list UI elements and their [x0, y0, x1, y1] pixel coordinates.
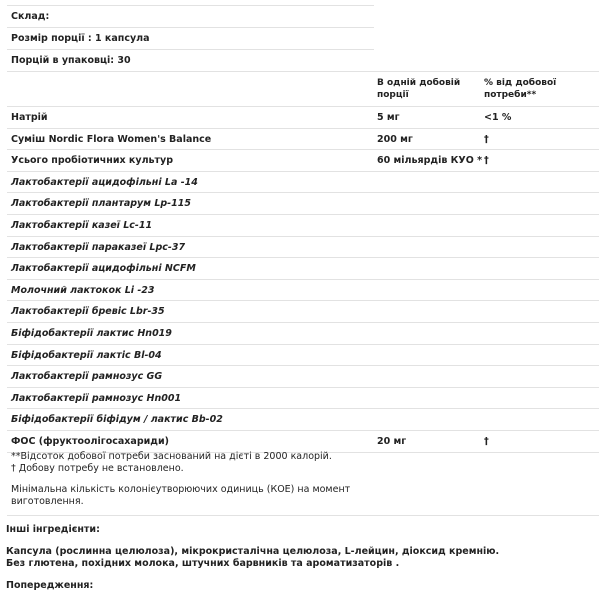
other-ingredients-line-2: Без глютена, похідних молока, штучних барвників та ароматизаторів .: [6, 558, 400, 569]
table-row: [7, 237, 599, 259]
table-row: [7, 193, 599, 215]
ingredient-daily-value: †: [484, 155, 489, 167]
ingredient-name: Лактобактерії параказеї Lpc-37: [11, 241, 186, 253]
servings-per-container-row: [7, 50, 599, 72]
column-header-row: [7, 72, 599, 107]
other-ingredients-title: Інші інгредієнти:: [6, 524, 100, 535]
ingredient-name: Лактобактерії рамнозус GG: [11, 371, 163, 383]
ingredient-amount: 60 мільярдів КУО *: [377, 155, 483, 167]
ingredient-daily-value: <1 %: [484, 112, 512, 123]
ingredient-daily-value: †: [484, 133, 489, 145]
serving-size-label: Розмір порції : 1 капсула: [11, 33, 150, 44]
table-row: [7, 323, 599, 345]
cfu-footnote-line-1: Мінімальна кількість колонієутворюючих одиниць (КОЕ) на момент: [11, 484, 351, 495]
ingredient-name: Лактобактерії плантарум Lp-115: [11, 198, 191, 210]
other-ingredients-line-1: Капсула (рослинна целюлоза), мікрокристалічна целюлоза, L-лейцин, діоксид кремнію.: [6, 546, 500, 557]
ingredient-name: Лактобактерії рамнозус Hn001: [11, 392, 182, 404]
servings-per-container-label: Порцій в упаковці: 30: [11, 55, 131, 66]
table-row: [7, 107, 599, 129]
daily-value-header: % від добової потреби**: [484, 78, 557, 100]
footnotes: [11, 451, 350, 508]
table-row: [7, 366, 599, 388]
table-row: [7, 280, 599, 302]
table-row: [7, 388, 599, 410]
daily-value-footnote: **Відсоток добової потреби заснований на дієті в 2000 калорій.: [11, 451, 332, 462]
table-row: [7, 431, 599, 453]
ingredient-name: Натрій: [11, 112, 48, 123]
ingredient-name: ФОС (фруктоолігосахариди): [11, 436, 169, 447]
table-row: [7, 150, 599, 172]
ingredient-name: Лактобактерії казеї Lc-11: [11, 220, 153, 231]
table-row: [7, 301, 599, 323]
table-row: [7, 215, 599, 237]
ingredient-name: Біфідобактерії лактіс Bl-04: [11, 349, 162, 361]
table-row: [7, 345, 599, 367]
ingredient-amount: 200 мг: [377, 133, 413, 145]
ingredient-name: Біфідобактерії лактис Hn019: [11, 328, 172, 339]
ingredient-amount: 20 мг: [377, 436, 407, 447]
table-row: [7, 172, 599, 194]
ingredient-name: Лактобактерії ацидофільні La -14: [11, 176, 198, 188]
ingredient-name: Лактобактерії бревіс Lbr-35: [11, 306, 165, 318]
footnotes-divider: [7, 515, 599, 516]
ingredient-amount: 5 мг: [377, 112, 400, 123]
composition-label: Склад:: [11, 11, 50, 22]
ingredient-name: Біфідобактерії біфідум / лактис Bb-02: [11, 414, 223, 426]
dagger-footnote: † Добову потребу не встановлено.: [11, 463, 184, 474]
table-row: [7, 258, 599, 280]
table-row: [7, 409, 599, 431]
ingredient-name: Суміш Nordic Flora Women's Balance: [11, 133, 212, 145]
table-row: [7, 129, 599, 151]
warning-title: Попередження:: [6, 580, 94, 591]
ingredient-daily-value: †: [484, 436, 489, 447]
ingredient-name: Молочний лактокок Li -23: [11, 284, 155, 296]
amount-per-serving-header: В одній добовій порції: [377, 78, 461, 100]
ingredient-name: Лактобактерії ацидофільні NCFM: [11, 263, 196, 275]
serving-size-row: [7, 28, 374, 50]
cfu-footnote-line-2: виготовлення.: [11, 496, 84, 507]
ingredient-name: Усього пробіотичних культур: [11, 155, 174, 167]
composition-row: [7, 6, 374, 28]
